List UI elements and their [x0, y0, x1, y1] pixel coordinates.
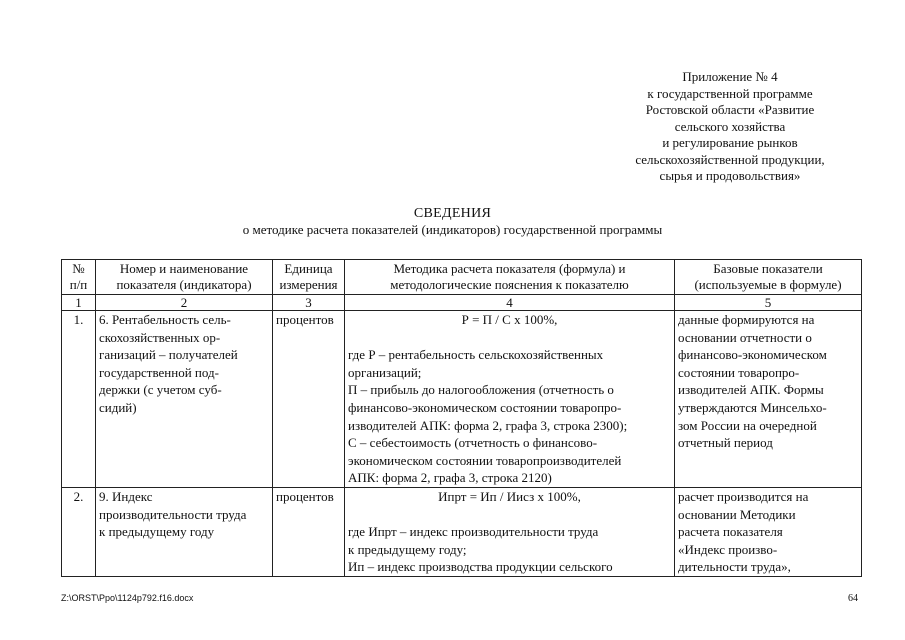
base-indicators: данные формируются на основании отчетности о финансово-экономическом состоянии товаропро- изводителей АПК. Формы утверждаются Минсельхо- зом России на очередной отчетный период	[675, 311, 862, 488]
appendix-line: сельскохозяйственной продукции,	[635, 151, 825, 167]
table-header-row	[62, 260, 862, 295]
indicator-name: 6. Рентабельность сель- скохозяйственных ор- ганизаций – получателей государственной под- держки (с учетом суб- сидий)	[96, 311, 273, 488]
calculation-method: Р = П / С х 100%, где Р – рентабельность сельскохозяйственных организаций; П – прибыль до налогообложения (отчетность о финансово-экономическом состоянии товаропро- изводителей АПК: форма 2, графа 3, строка 2300); С – себестоимость (отчетность о финансово- экономическом состоянии товаропроизводителей АПК: форма 2, графа 3, строка 2120)	[345, 311, 675, 488]
row-number: 2.	[62, 487, 96, 576]
formula: Р = П / С х 100%,	[461, 312, 558, 327]
methodology-table	[61, 259, 862, 577]
row-number: 1.	[62, 311, 96, 488]
table-row	[62, 311, 862, 488]
column-number: 2	[96, 295, 273, 311]
column-number: 3	[273, 295, 345, 311]
header-name: Номер и наименование показателя (индикатора)	[96, 260, 273, 295]
column-number: 5	[675, 295, 862, 311]
document-title: СВЕДЕНИЯ	[413, 206, 492, 221]
column-number: 4	[345, 295, 675, 311]
unit-of-measure: процентов	[273, 311, 345, 488]
page-number: 64	[848, 593, 858, 604]
appendix-line: сельского хозяйства	[674, 118, 786, 134]
header-unit: Единица измерения	[273, 260, 345, 295]
document-heading	[0, 206, 905, 238]
header-num: № п/п	[62, 260, 96, 295]
column-number: 1	[62, 295, 96, 311]
appendix-line: сырья и продовольствия»	[659, 168, 801, 183]
document-subtitle: о методике расчета показателей (индикаторов) государственной программы	[242, 222, 663, 237]
appendix-line: Приложение № 4	[682, 69, 778, 84]
column-number-row	[62, 295, 862, 311]
indicator-name: 9. Индекс производительности труда к предыдущему году	[96, 487, 273, 576]
header-method: Методика расчета показателя (формула) и методологические пояснения к показателю	[345, 260, 675, 295]
file-path: Z:\ORST\Ppo\1124p792.f16.docx	[61, 593, 194, 603]
appendix-line: Ростовской области «Развитие	[645, 102, 815, 117]
header-base: Базовые показатели (используемые в формуле)	[675, 260, 862, 295]
appendix-line: и регулирование рынков	[662, 135, 798, 150]
calculation-method: Ипрт = Ип / Иисз х 100%, где Ипрт – индекс производительности труда к предыдущему году; Ип – индекс производства продукции сельского	[345, 487, 675, 576]
formula: Ипрт = Ип / Иисз х 100%,	[438, 488, 581, 504]
appendix-block	[560, 69, 900, 185]
base-indicators: расчет производится на основании Методики расчета показателя «Индекс произво- дительности труда»,	[675, 487, 862, 576]
appendix-line: к государственной программе	[647, 85, 813, 101]
unit-of-measure: процентов	[273, 487, 345, 576]
table-row	[62, 487, 862, 576]
